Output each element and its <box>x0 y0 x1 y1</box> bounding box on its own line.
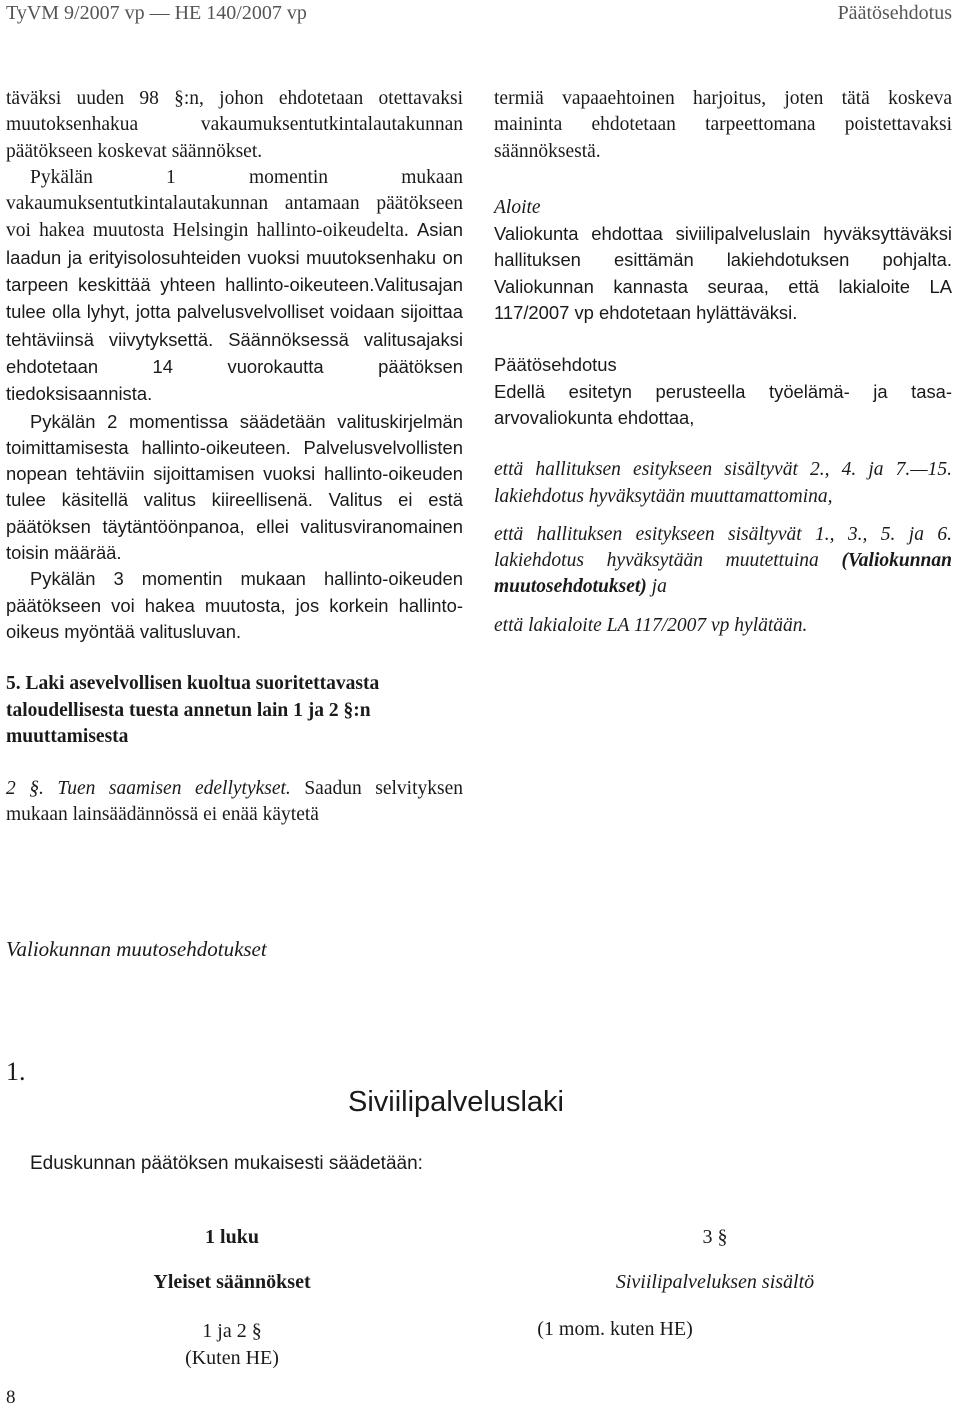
paragraph: Valiokunta ehdottaa siviilipalveluslain hyväksyttäväksi hallituksen esittämän lakiehdotuksen pohjalta. Valiokunnan kannasta seuraa, että lakialoite LA 117/2007 vp ehdotetaan hylättäväksi. <box>494 223 952 324</box>
amendments-heading: Valiokunnan muutosehdotukset <box>6 937 267 961</box>
paragraph: täväksi uuden 98 §:n, johon ehdotetaan otettavaksi muutoksenhakua vakaumuksentutkintalautakunnan päätökseen koskevat säännökset. <box>6 88 463 162</box>
left-column <box>6 86 463 829</box>
page-header <box>0 0 960 26</box>
paragraph: Edellä esitetyn perusteella työelämä- ja tasa-arvovaliokunta ehdottaa, <box>494 380 952 428</box>
paragraph <box>6 776 463 829</box>
spacer <box>494 510 952 522</box>
paragraph <box>6 165 463 409</box>
section-3-title: Siviilipalveluksen sisältö <box>615 1271 815 1293</box>
proposal-item: että hallituksen esitykseen sisältyvät 2., 4. ja 7.—15. lakiehdotus hyväksytään muuttamattomina, <box>494 459 952 507</box>
page-number: 8 <box>6 1387 16 1408</box>
law-number: 1. <box>6 1057 26 1086</box>
chapter-number: 1 luku <box>205 1226 259 1248</box>
spacer <box>494 431 952 457</box>
subsection-lead: 2 §. Tuen saamisen edellytykset. <box>6 778 291 800</box>
enactment-clause: Eduskunnan päätöksen mukaisesti säädetään: <box>30 1153 423 1174</box>
spacer <box>494 165 952 195</box>
text-run: (Valiokunnan muutosehdotukset) <box>494 550 952 598</box>
paragraph: termiä vapaaehtoinen harjoitus, joten tätä koskeva maininta ehdotetaan tarpeettomana poistettavaksi säännöksestä. <box>494 88 952 162</box>
spacer <box>6 750 463 776</box>
text-run: että hallituksen esitykseen sisältyvät 1., 3., 5. ja 6. lakiehdotus hyväksytään muutettuina <box>494 523 952 572</box>
text-run: ja <box>646 576 667 598</box>
text-run: Saadun selvityksen mukaan lainsäädännössä ei enää käytetä <box>6 778 463 826</box>
text-run: Asian laadun ja erityisolosuhteiden vuoksi muutoksenhaku on tarpeen keskittää yhteen hallinto-oikeuteen. <box>6 219 464 296</box>
spacer <box>494 601 952 613</box>
spacer <box>494 326 952 352</box>
text-run: Pykälän 1 momentin mukaan vakaumuksentutkintalautakunnan antamaan päätökseen voi hakea muutosta Helsingin hallinto-oikeudelta. <box>6 166 463 242</box>
chapter-title: Yleiset säännökset <box>153 1271 311 1293</box>
header-section-title: Päätösehdotus <box>837 2 952 24</box>
paragraph: Pykälän 2 momentissa säädetään valituskirjelmän toimittamisesta hallinto-oikeuteen. Palvelusvelvollisten nopean tehtäviin sijoittamisen vuoksi hallinto-oikeuden tulee käsitellä valitus kiireellisenä. Valitus ei estä päätöksen täytäntöönpanoa, ellei valitusviranomainen toisin määrää. <box>6 410 463 564</box>
law-title: Siviilipalveluslaki <box>348 1086 564 1118</box>
section-3-note: (1 mom. kuten HE) <box>537 1318 693 1340</box>
aloite-heading: Aloite <box>494 196 541 218</box>
section-note: (Kuten HE) <box>185 1347 279 1369</box>
proposal-item <box>494 522 952 601</box>
sections-1-2 <box>150 1318 314 1372</box>
right-column <box>494 86 952 639</box>
spacer <box>6 645 463 671</box>
text-run: Valitusajan tulee olla lyhyt, jotta palvelusvelvolliset voidaan sijoittaa tehtäviinsä viivytyksettä. Säännöksessä valitusajaksi ehdotetaan 14 vuorokautta päätöksen tiedoksisaannista. <box>6 274 463 405</box>
header-document-id: TyVM 9/2007 vp — HE 140/2007 vp <box>6 2 307 24</box>
paragraph: Pykälän 3 momentin mukaan hallinto-oikeuden päätökseen voi hakea muutosta, jos korkein hallinto-oikeus myöntää valitusluvan. <box>6 568 463 642</box>
paatosehdotus-heading: Päätösehdotus <box>494 354 617 376</box>
section-3-number: 3 § <box>702 1226 728 1248</box>
section-heading-5: 5. Laki asevelvollisen kuoltua suoritettavasta taloudellisesta tuesta annetun lain 1 ja 2 §:n muuttamisesta <box>6 673 380 747</box>
proposal-item: että lakialoite LA 117/2007 vp hylätään. <box>494 614 808 636</box>
section-range: 1 ja 2 § <box>202 1320 262 1342</box>
